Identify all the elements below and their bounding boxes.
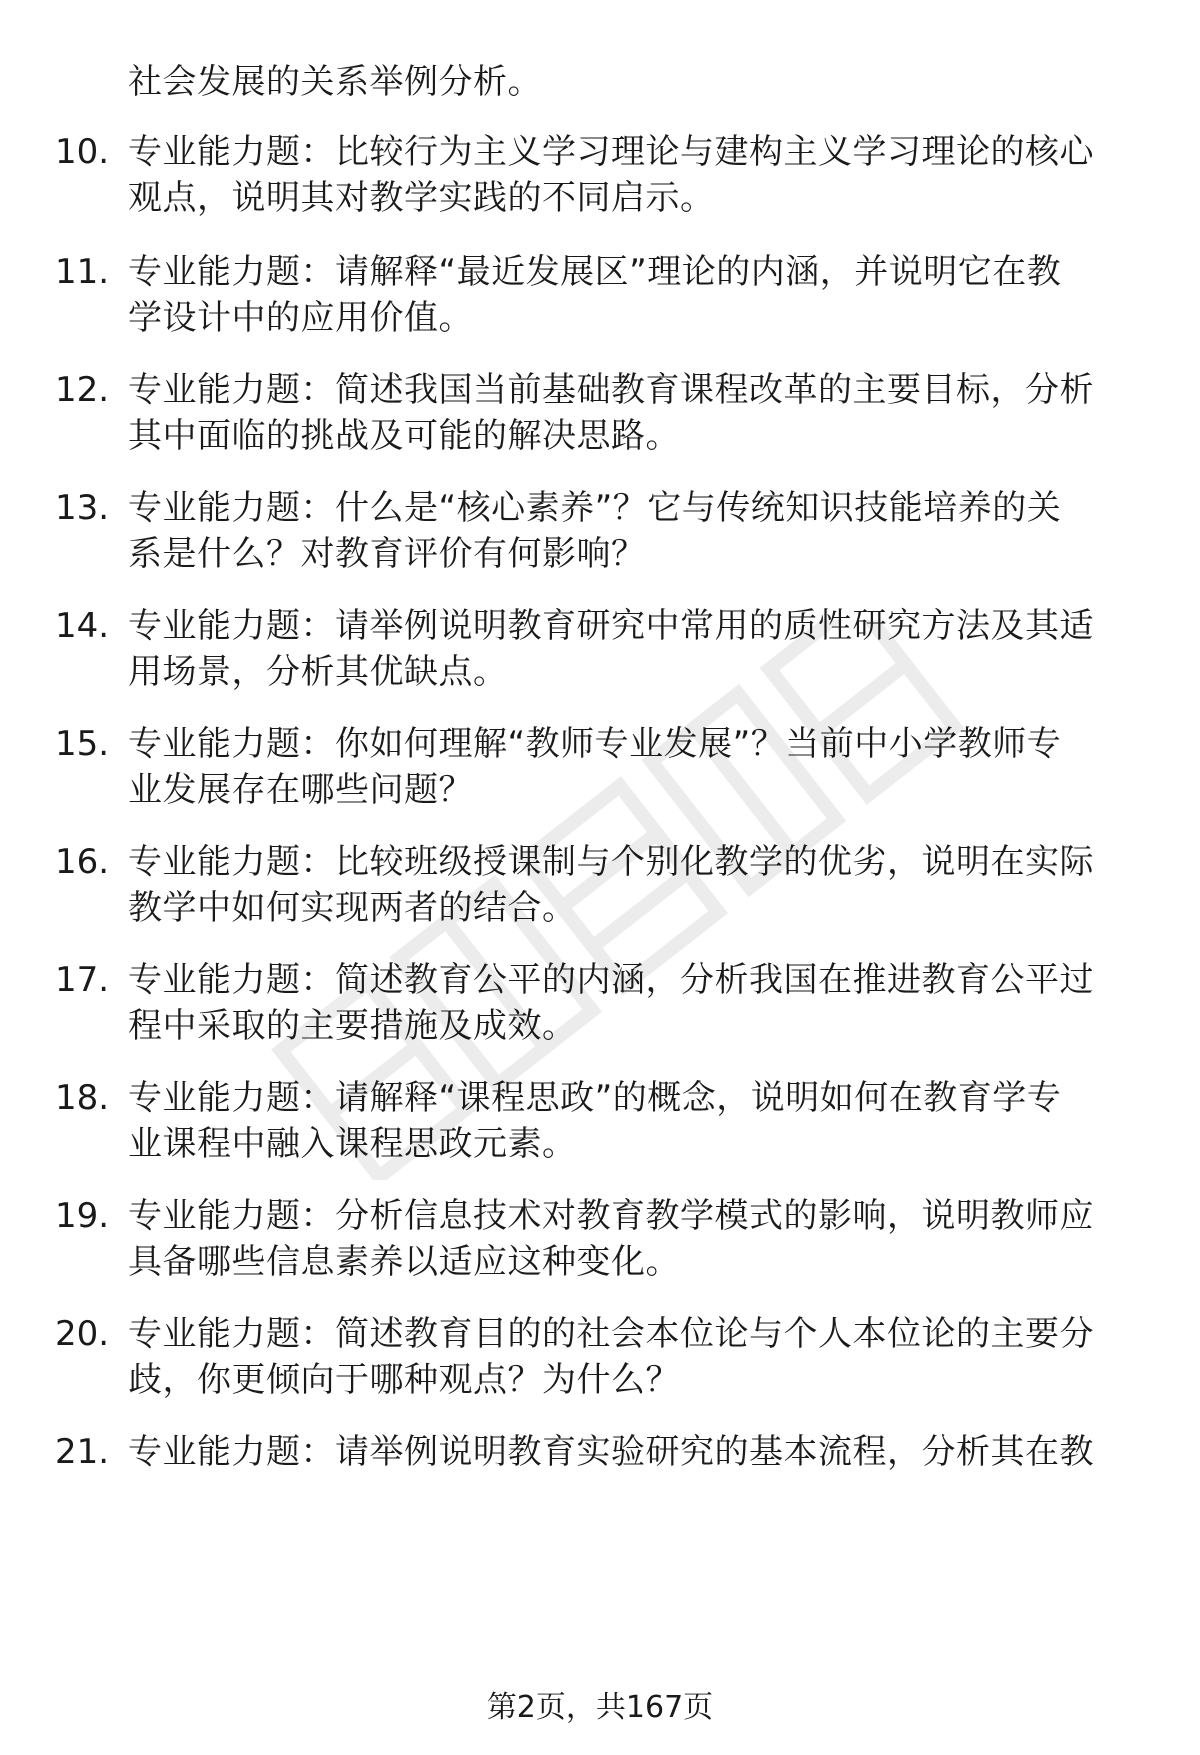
question-line: 业课程中融入课程思政元素。 bbox=[128, 1124, 577, 1164]
question-number: 19. bbox=[55, 1196, 110, 1236]
question-line: 其中面临的挑战及可能的解决思路。 bbox=[128, 416, 680, 456]
question-line: 教学中如何实现两者的结合。 bbox=[128, 888, 577, 928]
question-line: 专业能力题：简述教育公平的内涵，分析我国在推进教育公平过 bbox=[128, 960, 1094, 1000]
question-line: 专业能力题：简述教育目的的社会本位论与个人本位论的主要分 bbox=[128, 1314, 1094, 1354]
question-line: 专业能力题：请解释“最近发展区”理论的内涵，并说明它在教 bbox=[128, 252, 1062, 292]
question-line: 歧，你更倾向于哪种观点？为什么？ bbox=[128, 1360, 680, 1400]
question-line: 专业能力题：简述我国当前基础教育课程改革的主要目标，分析 bbox=[128, 370, 1094, 410]
question-number: 11. bbox=[55, 252, 110, 292]
question-number: 12. bbox=[55, 370, 110, 410]
question-line: 专业能力题：你如何理解“教师专业发展”？当前中小学教师专 bbox=[128, 724, 1062, 764]
question-number: 10. bbox=[55, 132, 110, 172]
question-number: 15. bbox=[55, 724, 110, 764]
question-line: 专业能力题：比较行为主义学习理论与建构主义学习理论的核心 bbox=[128, 132, 1094, 172]
question-line: 用场景，分析其优缺点。 bbox=[128, 652, 508, 692]
question-number: 18. bbox=[55, 1078, 110, 1118]
question-line: 专业能力题：请举例说明教育实验研究的基本流程，分析其在教 bbox=[128, 1432, 1094, 1472]
intro-continuation: 社会发展的关系举例分析。 bbox=[128, 62, 542, 102]
question-number: 17. bbox=[55, 960, 110, 1000]
question-number: 20. bbox=[55, 1314, 110, 1354]
question-line: 具备哪些信息素养以适应这种变化。 bbox=[128, 1242, 680, 1282]
question-line: 系是什么？对教育评价有何影响？ bbox=[128, 534, 646, 574]
question-number: 14. bbox=[55, 606, 110, 646]
question-line: 学设计中的应用价值。 bbox=[128, 298, 473, 338]
question-line: 专业能力题：比较班级授课制与个别化教学的优劣，说明在实际 bbox=[128, 842, 1094, 882]
question-line: 观点，说明其对教学实践的不同启示。 bbox=[128, 178, 715, 218]
question-line: 专业能力题：请举例说明教育研究中常用的质性研究方法及其适 bbox=[128, 606, 1094, 646]
question-line: 专业能力题：分析信息技术对教育教学模式的影响，说明教师应 bbox=[128, 1196, 1094, 1236]
question-line: 程中采取的主要措施及成效。 bbox=[128, 1006, 577, 1046]
question-number: 16. bbox=[55, 842, 110, 882]
question-number: 13. bbox=[55, 488, 110, 528]
question-line: 专业能力题：什么是“核心素养”？它与传统知识技能培养的关 bbox=[128, 488, 1062, 528]
question-number: 21. bbox=[55, 1432, 110, 1472]
page-footer: 第2页，共167页 bbox=[486, 1690, 714, 1725]
question-line: 专业能力题：请解释“课程思政”的概念，说明如何在教育学专 bbox=[128, 1078, 1062, 1118]
question-line: 业发展存在哪些问题？ bbox=[128, 770, 473, 810]
